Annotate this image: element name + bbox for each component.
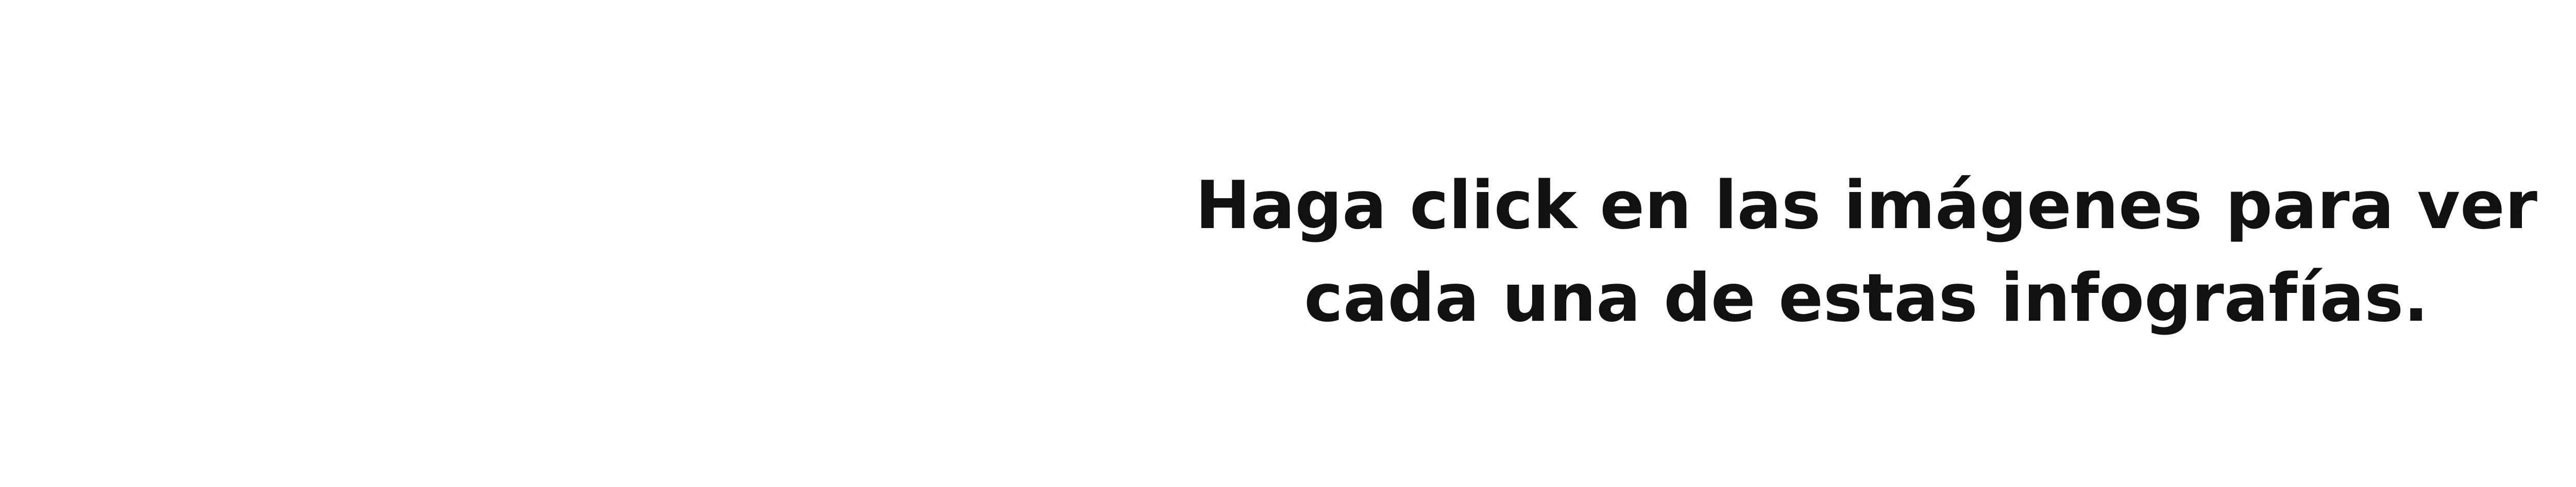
instruction-message xyxy=(0,160,2576,345)
instruction-line-1: Haga click en las imágenes para ver xyxy=(1195,167,2537,244)
instruction-line-2: cada una de estas infografías. xyxy=(1304,260,2429,337)
